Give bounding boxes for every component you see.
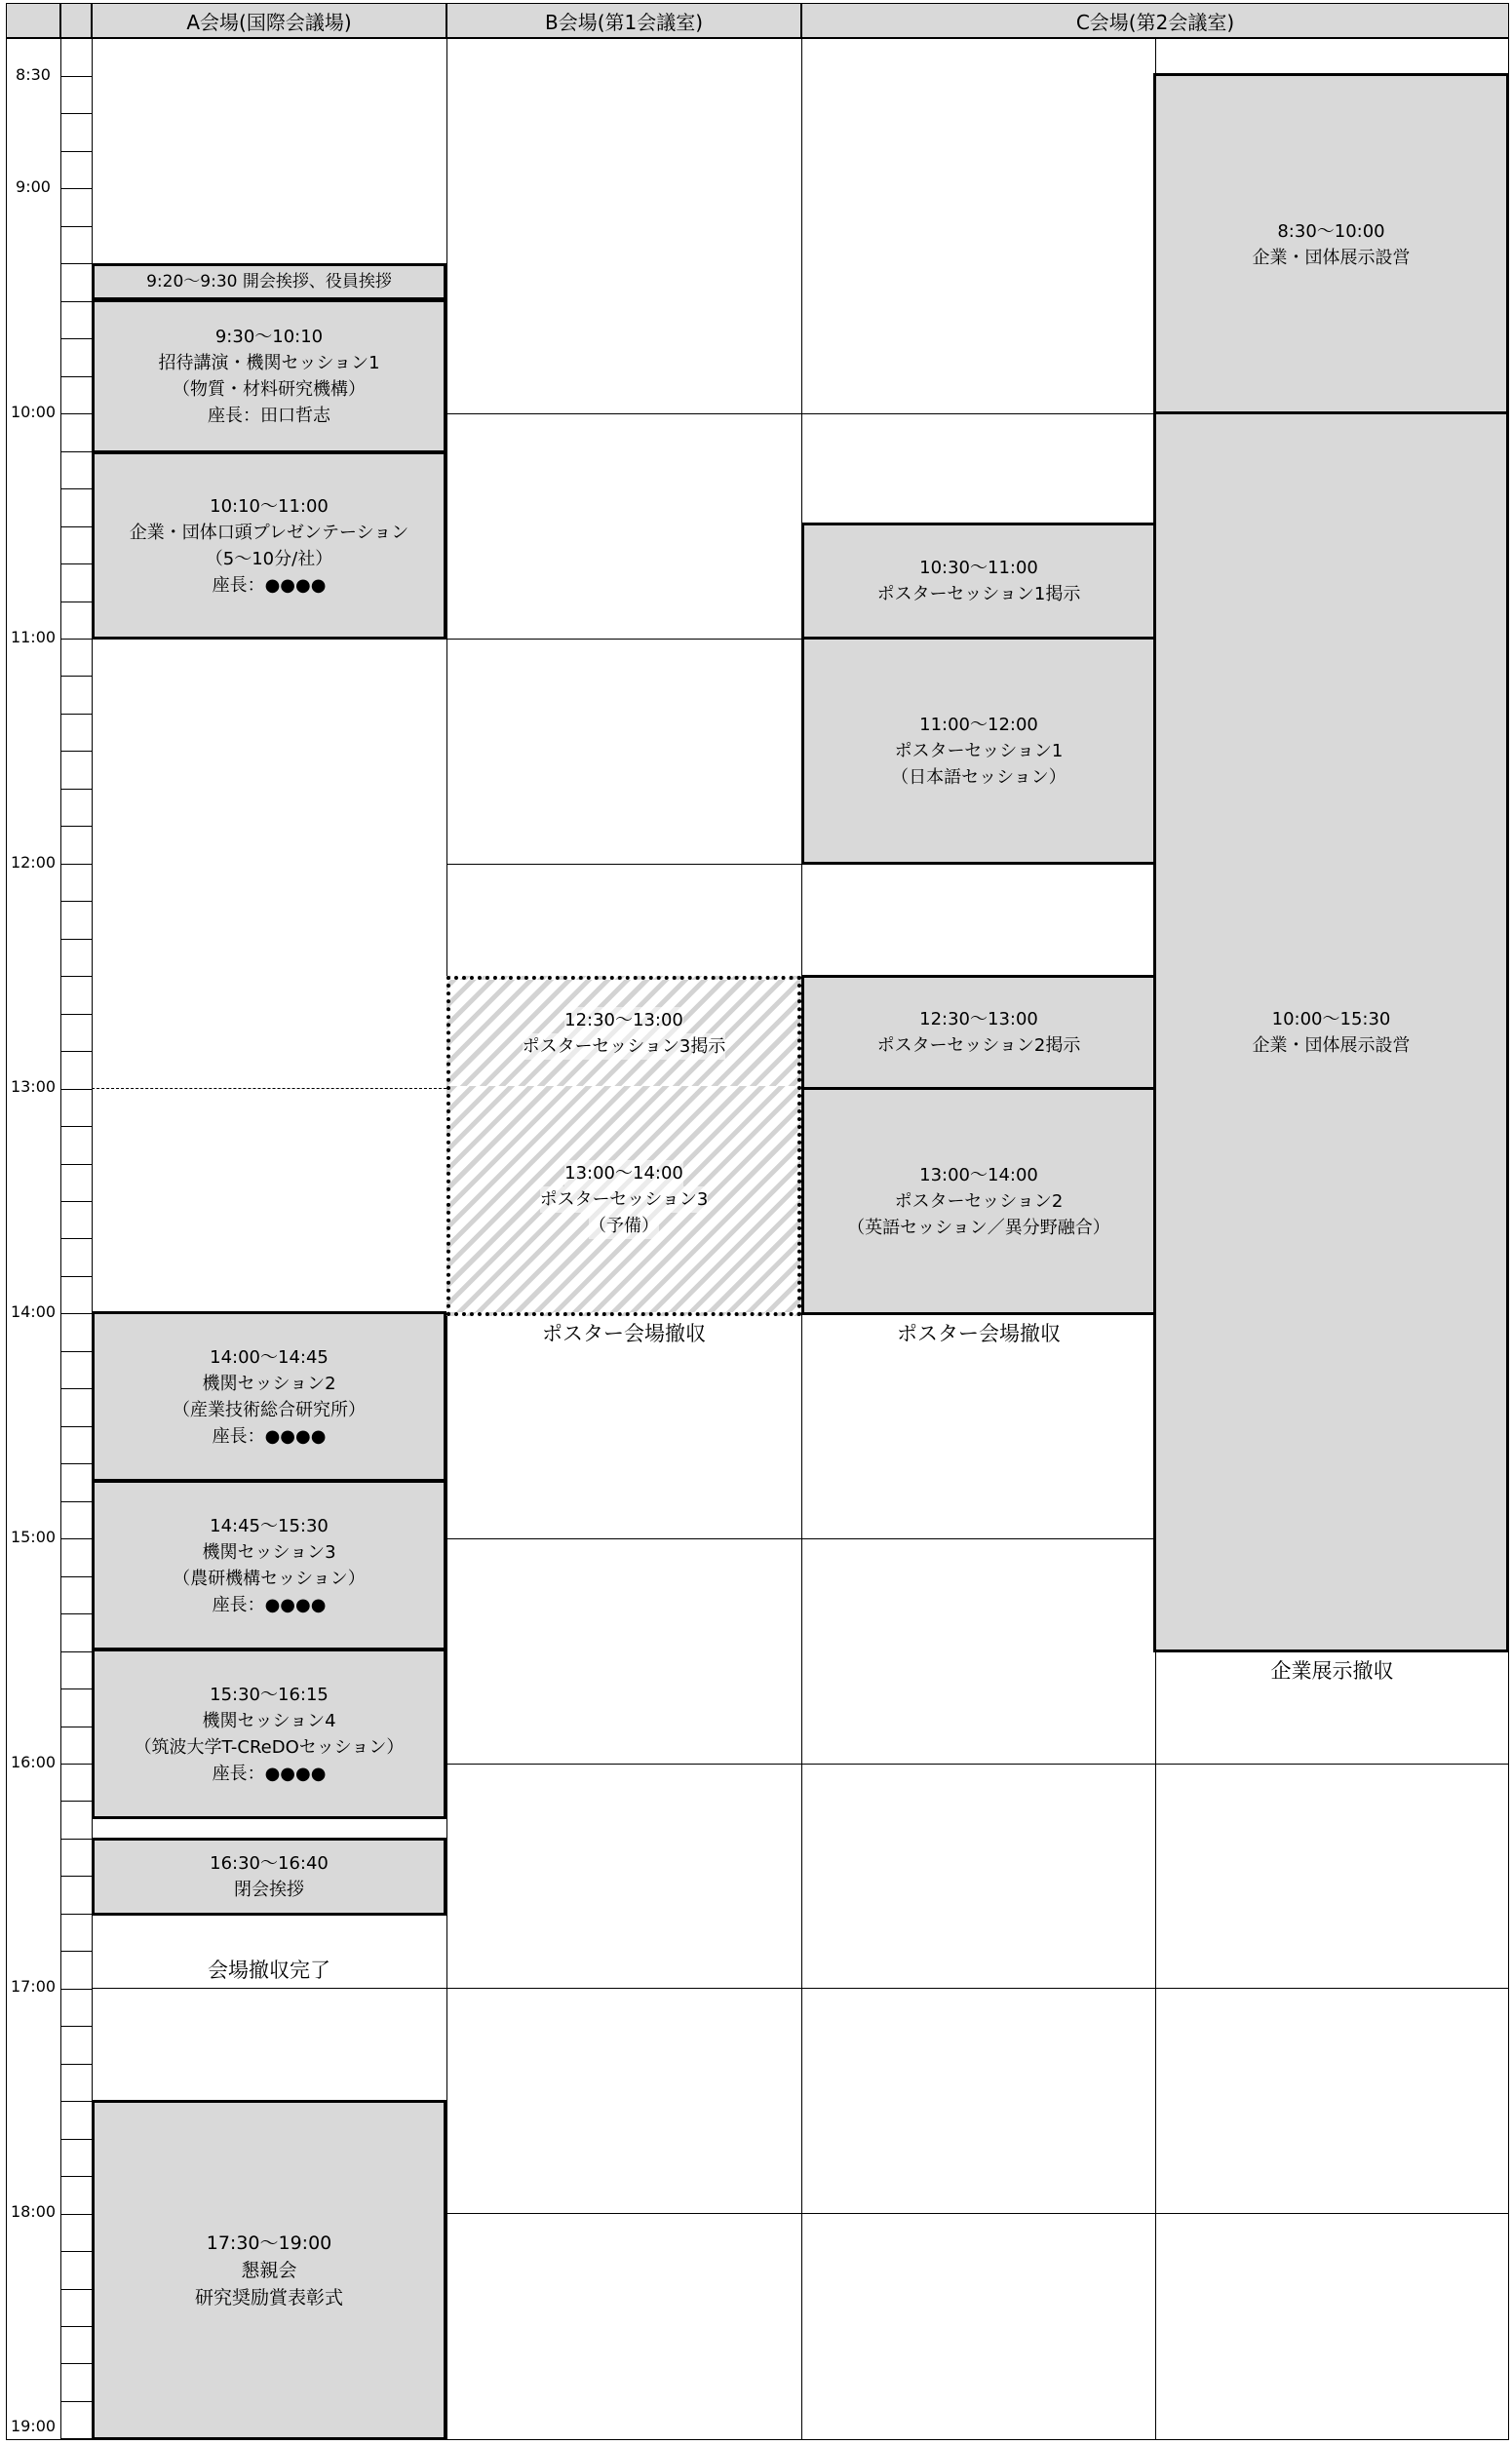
time-tick (60, 976, 92, 977)
time-tick (60, 413, 92, 414)
event-title: 機関セッション2 (202, 1373, 336, 1394)
event-time: 13:00～14:00 (564, 1160, 683, 1186)
time-tick (60, 939, 92, 940)
time-tick (60, 2289, 92, 2290)
time-tick (60, 376, 92, 377)
time-tick (60, 1351, 92, 1352)
hour-line-16 (446, 1764, 1509, 1765)
event-company-presentation (92, 451, 446, 640)
event-time: 10:10～11:00 (210, 495, 329, 517)
note-poster-cleanup-c: ポスター会場撤収 (897, 1322, 1061, 1345)
note-venue-cleanup: 会場撤収完了 (208, 1959, 330, 1982)
event-time: 13:00～14:00 (919, 1164, 1038, 1185)
time-tick (60, 263, 92, 264)
time-tick (60, 113, 92, 114)
time-label: 10:00 (10, 403, 57, 421)
time-tick (60, 1501, 92, 1502)
time-label: 13:00 (10, 1077, 57, 1096)
time-tick (60, 2176, 92, 2177)
event-time: 14:45～15:30 (210, 1515, 329, 1536)
time-label: 15:00 (10, 1528, 57, 1546)
event-time: 15:30～16:15 (210, 1684, 329, 1705)
event-exhibit-setup (1153, 73, 1509, 416)
event-closing-remarks (92, 1838, 446, 1916)
time-tick (60, 901, 92, 902)
event-time: 16:30～16:40 (210, 1853, 329, 1874)
header-venue-b: B会場(第1会議室) (446, 3, 801, 38)
time-tick (60, 826, 92, 827)
event-time: 12:30～13:00 (564, 1007, 683, 1033)
event-subtitle: （物質・材料研究機構） (173, 379, 366, 400)
event-subtitle: （筑波大学T-CReDOセッション） (134, 1736, 405, 1758)
time-tick (60, 1276, 92, 1277)
time-tick (60, 1014, 92, 1015)
time-tick (60, 1613, 92, 1614)
event-title: ポスターセッション1 (894, 740, 1064, 761)
event-subtitle: （予備） (589, 1213, 659, 1239)
event-session-4 (92, 1649, 446, 1819)
event-title: 懇親会 (241, 2259, 297, 2281)
event-poster3-posting (446, 976, 801, 1090)
event-session-3 (92, 1480, 446, 1650)
event-title: ポスターセッション3 (540, 1186, 709, 1213)
time-tick (60, 1989, 92, 1990)
event-title: 機関セッション4 (202, 1710, 336, 1731)
time-tick (60, 2064, 92, 2065)
time-tick (60, 1914, 92, 1915)
time-tick (60, 751, 92, 752)
time-tick (60, 2401, 92, 2402)
time-tick (60, 2438, 92, 2439)
event-title: 企業・団体口頭プレゼンテーション (129, 522, 409, 543)
time-tick (60, 1313, 92, 1314)
event-time: 11:00～12:00 (919, 714, 1038, 735)
time-tick (60, 1164, 92, 1165)
header-venue-c: C会場(第2会議室) (801, 3, 1509, 38)
time-tick (60, 488, 92, 489)
time-tick (60, 1089, 92, 1090)
time-label: 11:00 (10, 628, 57, 646)
event-poster-session-2 (801, 1087, 1156, 1315)
event-subtitle: （英語セッション／異分野融合） (847, 1217, 1110, 1238)
time-label: 14:00 (10, 1302, 57, 1321)
time-tick (60, 1951, 92, 1952)
hour-line-17 (92, 1988, 1509, 1989)
note-poster-cleanup-b: ポスター会場撤収 (542, 1322, 706, 1345)
time-tick (60, 2363, 92, 2364)
event-title: ポスターセッション1掲示 (876, 584, 1081, 604)
event-time: 8:30～10:00 (1277, 221, 1385, 242)
time-tick (60, 338, 92, 339)
time-tick (60, 2101, 92, 2102)
note-exhibit-cleanup: 企業展示撤収 (1270, 1659, 1394, 1683)
event-title: ポスターセッション2掲示 (876, 1035, 1081, 1056)
time-tick (60, 1576, 92, 1577)
event-chair: 座長：田口哲志 (208, 406, 330, 426)
time-label: 19:00 (10, 2417, 57, 2435)
event-invited-lecture (92, 299, 446, 453)
time-tick (60, 1388, 92, 1389)
time-tick (60, 639, 92, 640)
event-exhibit (1153, 411, 1509, 1652)
time-tick (60, 864, 92, 865)
event-chair: 座長：●●●● (212, 1594, 327, 1615)
time-tick (60, 1126, 92, 1127)
event-poster1-posting (801, 523, 1156, 640)
header-venue-a: A会場(国際会議場) (92, 3, 446, 38)
time-tick (60, 714, 92, 715)
event-time: 17:30～19:00 (206, 2232, 332, 2254)
event-subtitle: （5～10分/社） (205, 548, 333, 569)
time-tick (60, 151, 92, 152)
event-session-2 (92, 1311, 446, 1482)
event-time: 14:00～14:45 (210, 1346, 329, 1368)
time-label: 12:00 (10, 853, 57, 872)
header-corner-2 (60, 3, 92, 38)
time-tick (60, 188, 92, 189)
time-label: 18:00 (10, 2202, 57, 2221)
hour-line-15 (446, 1538, 1155, 1539)
hour-line-18 (446, 2213, 1509, 2214)
event-time: 12:30～13:00 (919, 1009, 1038, 1029)
time-tick (60, 1688, 92, 1689)
event-subtitle: （農研機構セッション） (173, 1568, 366, 1589)
time-tick (60, 226, 92, 227)
time-tick (60, 1426, 92, 1427)
event-line: 9:20～9:30 開会挨拶、役員挨拶 (146, 271, 392, 291)
time-tick (60, 1051, 92, 1052)
hour-line-13 (92, 1088, 446, 1089)
event-chair: 座長：●●●● (212, 1763, 327, 1784)
time-tick (60, 2326, 92, 2327)
time-tick (60, 1538, 92, 1539)
time-tick (60, 1801, 92, 1802)
event-poster2-posting (801, 975, 1156, 1090)
time-tick (60, 2251, 92, 2252)
event-title: 閉会挨拶 (234, 1880, 304, 1900)
event-time: 10:30～11:00 (919, 558, 1038, 578)
time-tick (60, 1876, 92, 1877)
event-subtitle: （日本語セッション） (891, 766, 1066, 788)
time-tick (60, 1238, 92, 1239)
event-chair: 座長：●●●● (212, 1425, 327, 1447)
event-opening-remarks (92, 263, 446, 300)
time-tick (60, 1463, 92, 1464)
time-label: 9:00 (16, 177, 51, 196)
event-title: 企業・団体展示設営 (1252, 248, 1411, 268)
time-label: 16:00 (10, 1753, 57, 1771)
time-tick (60, 526, 92, 527)
event-title: ポスターセッション2 (894, 1190, 1064, 1212)
time-label: 17:00 (10, 1977, 57, 1996)
time-tick (60, 76, 92, 77)
grid-vline-time (60, 3, 61, 2440)
time-tick (60, 563, 92, 564)
event-reception (92, 2100, 446, 2440)
event-time: 10:00～15:30 (1271, 1008, 1391, 1029)
event-title: 機関セッション3 (202, 1541, 336, 1563)
header-corner (6, 3, 60, 38)
time-tick (60, 2026, 92, 2027)
event-subtitle: 研究奨励賞表彰式 (194, 2286, 343, 2309)
time-tick (60, 676, 92, 677)
event-poster-session-3 (446, 1086, 801, 1316)
time-tick (60, 2139, 92, 2140)
time-tick (60, 1764, 92, 1765)
time-tick (60, 1201, 92, 1202)
time-tick (60, 1839, 92, 1840)
time-tick (60, 1651, 92, 1652)
time-tick (60, 789, 92, 790)
time-tick (60, 2214, 92, 2215)
event-title: 招待講演・機関セッション1 (158, 353, 380, 373)
time-tick (60, 301, 92, 302)
event-title: ポスターセッション3掲示 (523, 1033, 726, 1060)
event-title: 企業・団体展示設営 (1252, 1034, 1411, 1056)
event-poster-session-1 (801, 637, 1156, 865)
event-subtitle: （産業技術総合研究所） (173, 1399, 366, 1420)
event-time: 9:30～10:10 (214, 327, 324, 347)
event-chair: 座長：●●●● (212, 574, 327, 596)
time-label: 8:30 (16, 65, 51, 84)
time-tick (60, 451, 92, 452)
